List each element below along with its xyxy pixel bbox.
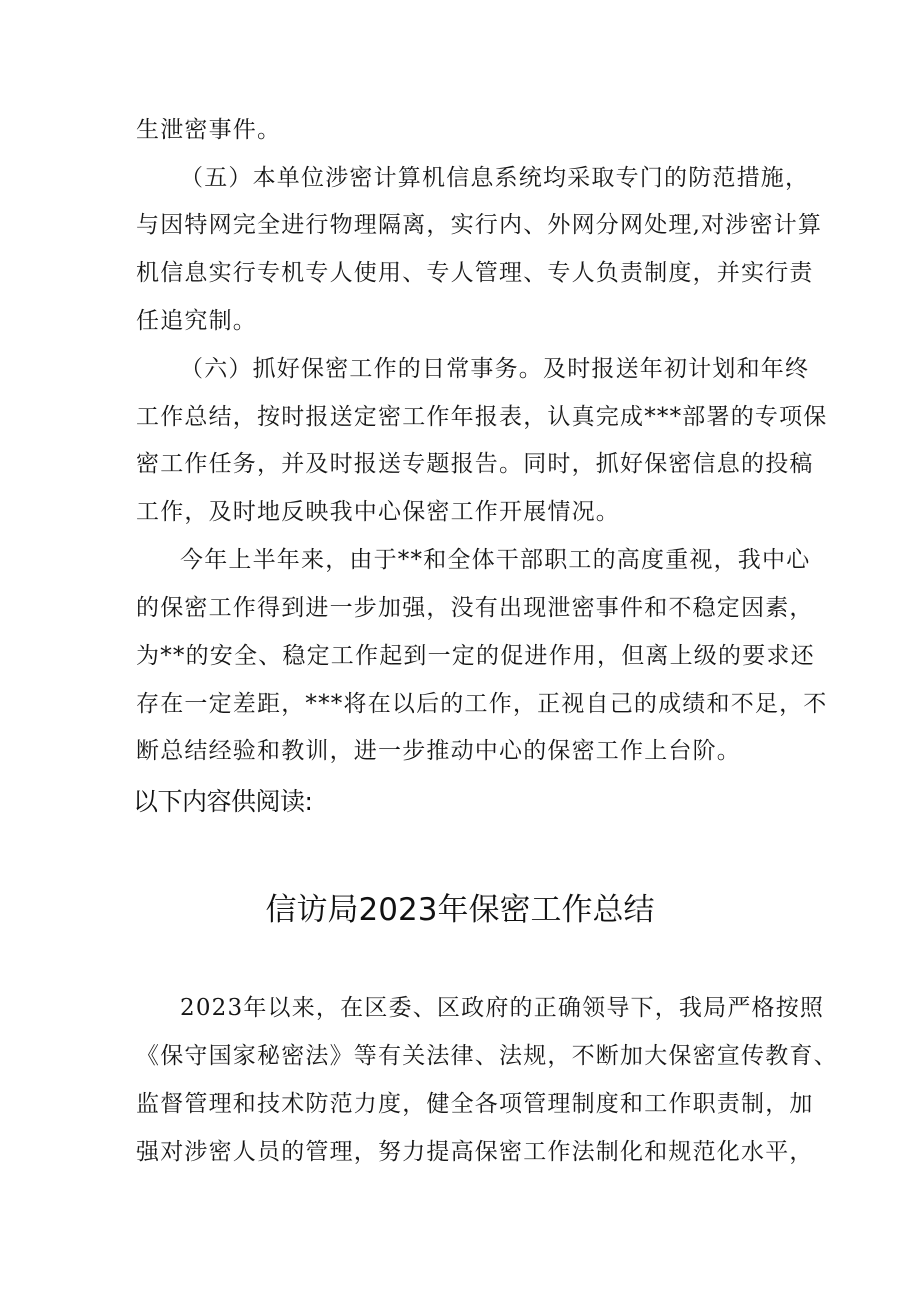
text-line: 机信息实行专机专人使用、专人管理、专人负责制度，并实行责 [136, 260, 814, 286]
text-line: 存在一定差距，***将在以后的工作，正视自己的成绩和不足，不 [136, 691, 828, 717]
text-line: 工作总结，按时报送定密工作年报表，认真完成***部署的专项保 [136, 404, 828, 430]
text-line: 今年上半年来，由于**和全体干部职工的高度重视，我中心 [180, 547, 811, 573]
text-line: （六）抓好保密工作的日常事务。及时报送年初计划和年终 [180, 356, 810, 382]
text-line: （五）本单位涉密计算机信息系统均采取专门的防范措施， [180, 165, 810, 191]
text-line: 监督管理和技术防范力度，健全各项管理制度和工作职责制，加 [136, 1091, 814, 1117]
read-label: 以下内容供阅读: [133, 787, 313, 816]
text-line: 密工作任务，并及时报送专题报告。同时，抓好保密信息的投稿 [136, 451, 814, 477]
text-line: 与因特网完全进行物理隔离，实行内、外网分网处理,对涉密计算 [136, 212, 823, 238]
text-line: 2023年以来，在区委、区政府的正确领导下，我局严格按照 [180, 995, 825, 1021]
text-line: 任追究制。 [136, 308, 257, 334]
text-line: 强对涉密人员的管理，努力提高保密工作法制化和规范化水平， [136, 1139, 814, 1165]
text-line: 生泄密事件。 [136, 117, 282, 143]
text-line: 为**的安全、稳定工作起到一定的促进作用，但离上级的要求还 [136, 643, 815, 669]
text-line: 的保密工作得到进一步加强，没有出现泄密事件和不稳定因素， [136, 595, 814, 621]
text-line: 《保守国家秘密法》等有关法律、法规，不断加大保密宣传教育、 [136, 1043, 838, 1069]
text-line: 工作，及时地反映我中心保密工作开展情况。 [136, 499, 620, 525]
text-line: 断总结经验和教训，进一步推动中心的保密工作上台阶。 [136, 738, 741, 764]
document-title: 信访局2023年保密工作总结 [265, 892, 655, 928]
